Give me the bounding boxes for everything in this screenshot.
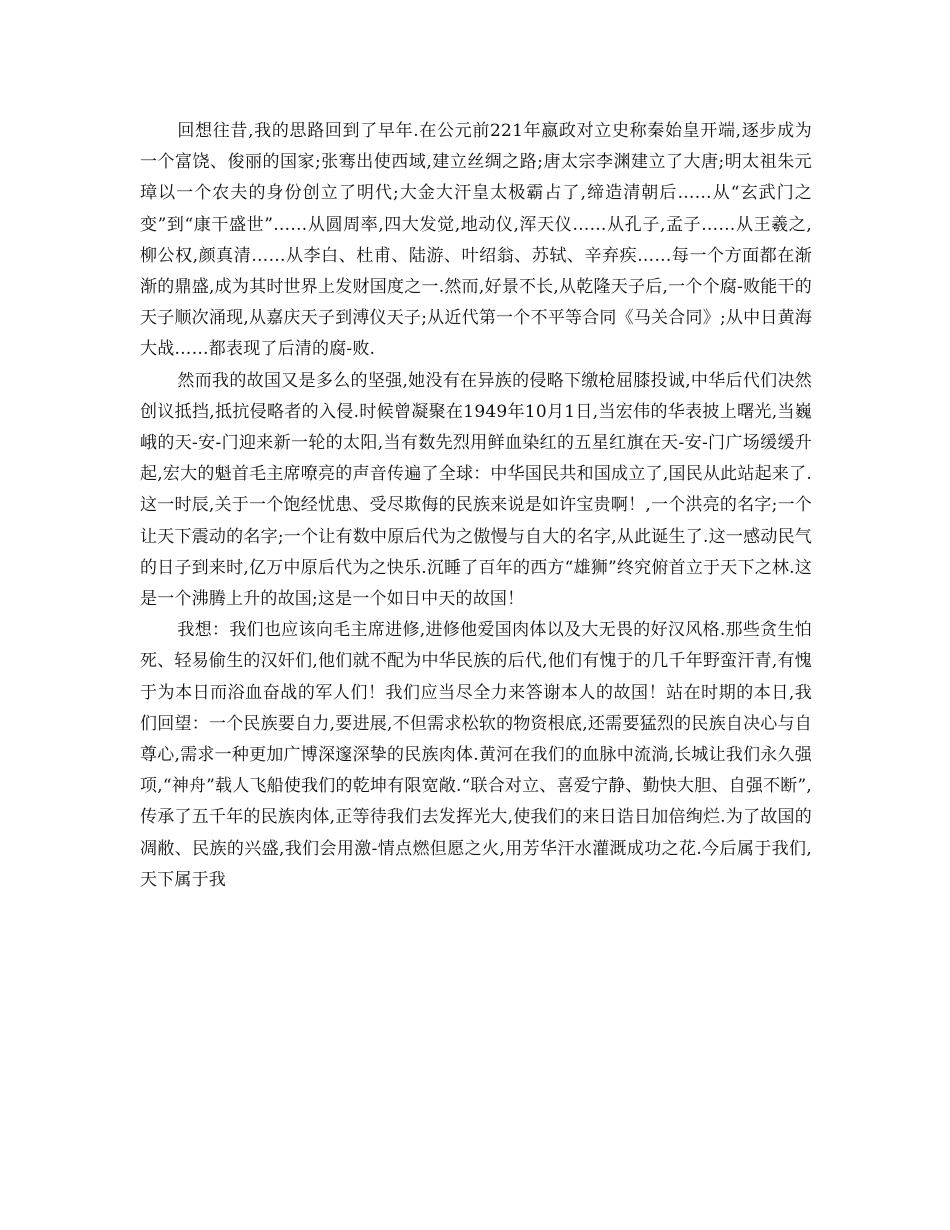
paragraph-founding-of-nation: 然而我的故国又是多么的坚强,她没有在异族的侵略下缴枪屈膝投诚,中华后代们决然创议抵挡,抵抗侵略者的入侵.时候曾凝聚在1949年10月1日,当宏伟的华表披上曙光,当巍峨的天-安-门迎来新一轮的太阳,当有数先烈用鲜血染红的五星红旗在天-安-门广场缓缓升起,宏大的魁首毛主席嘹亮的声音传遍了全球：中华国民共和国成立了,国民从此站起来了.这一时辰,关于一个饱经忧患、受尽欺侮的民族来说是如许宝贵啊！,一个洪亮的名字;一个让天下震动的名字;一个让有数中原后代为之傲慢与自大的名字,从此诞生了.这一感动民气的日子到来时,亿万中原后代为之快乐.沉睡了百年的西方“雄狮”终究俯首立于天下之林.这是一个沸腾上升的故国;这是一个如日中天的故国！ <box>140 370 812 610</box>
paragraph-history-review: 回想往昔,我的思路回到了早年.在公元前221年嬴政对立史称秦始皇开端,逐步成为一个富饶、俊丽的国家;张骞出使西域,建立丝绸之路;唐太宗李渊建立了大唐;明太祖朱元璋以一个农夫的身份创立了明代;大金大汗皇太极霸占了,缔造清朝后……从“玄武门之变”到“康干盛世”……从圆周率,四大发觉,地动仪,浑天仪……从孔子,孟子……从王羲之,柳公权,颜真清……从李白、杜甫、陆游、叶绍翁、苏轼、辛弃疾……每一个方面都在渐渐的鼎盛,成为其时世界上发财国度之一.然而,好景不长,从乾隆天子后,一个个腐-败能干的天子顺次涌现,从嘉庆天子到溥仪天子;从近代第一个不平等合同《马关合同》;从中日黄海大战……都表现了后清的腐-败. <box>140 121 812 360</box>
paragraph-reflection: 我想：我们也应该向毛主席进修,进修他爱国肉体以及大无畏的好汉风格.那些贪生怕死、轻易偷生的汉奸们,他们就不配为中华民族的后代,他们有愧于的几千年野蛮汗青,有愧于为本日而浴血奋战的军人们！我们应当尽全力来答谢本人的故国！站在时期的本日,我们回望：一个民族要自力,要进展,不但需求松软的物资根底,还需要猛烈的民族自决心与自尊心,需求一种更加广博深邃深挚的民族肉体.黄河在我们的血脉中流淌,长城让我们永久强项,“神舟”载人飞船使我们的乾坤有限宽敞.“联合对立、喜爱宁静、勤快大胆、自强不断”,传承了五千年的民族肉体,正等待我们去发挥光大,使我们的来日诰日加倍绚烂.为了故国的凋敝、民族的兴盛,我们会用激-情点燃但愿之火,用芳华汗水灌溉成功之花.今后属于我们,天下属于我 <box>140 620 812 890</box>
essay-body <box>140 116 812 896</box>
